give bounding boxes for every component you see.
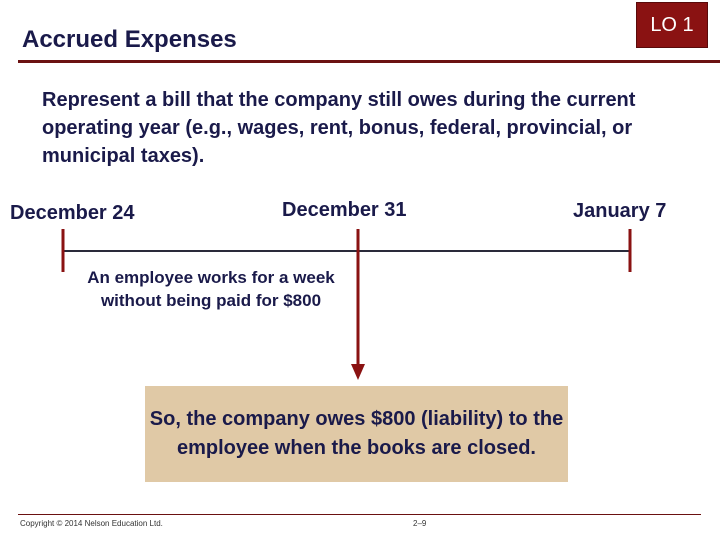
learning-objective-badge: LO 1 — [636, 2, 708, 48]
footer-divider — [18, 514, 701, 515]
page-number: 2–9 — [413, 519, 427, 528]
arrow-down-icon — [351, 364, 365, 380]
event-description: An employee works for a week without being paid for $800 — [87, 268, 335, 310]
result-callout-box — [145, 386, 568, 482]
result-text: So, the company owes $800 (liability) to the employee when the books are closed. — [149, 408, 564, 459]
definition-text: Represent a bill that the company still owes during the current operating year (e.g., wages, rent, bonus, federal, provincial, or municipal taxes). — [42, 89, 636, 167]
slide-title: Accrued Expenses — [22, 26, 237, 53]
timeline-date-end: January 7 — [573, 200, 667, 222]
copyright-notice: Copyright © 2014 Nelson Education Ltd. — [20, 519, 163, 528]
timeline-date-start: December 24 — [10, 202, 135, 224]
timeline-date-middle: December 31 — [282, 199, 407, 221]
